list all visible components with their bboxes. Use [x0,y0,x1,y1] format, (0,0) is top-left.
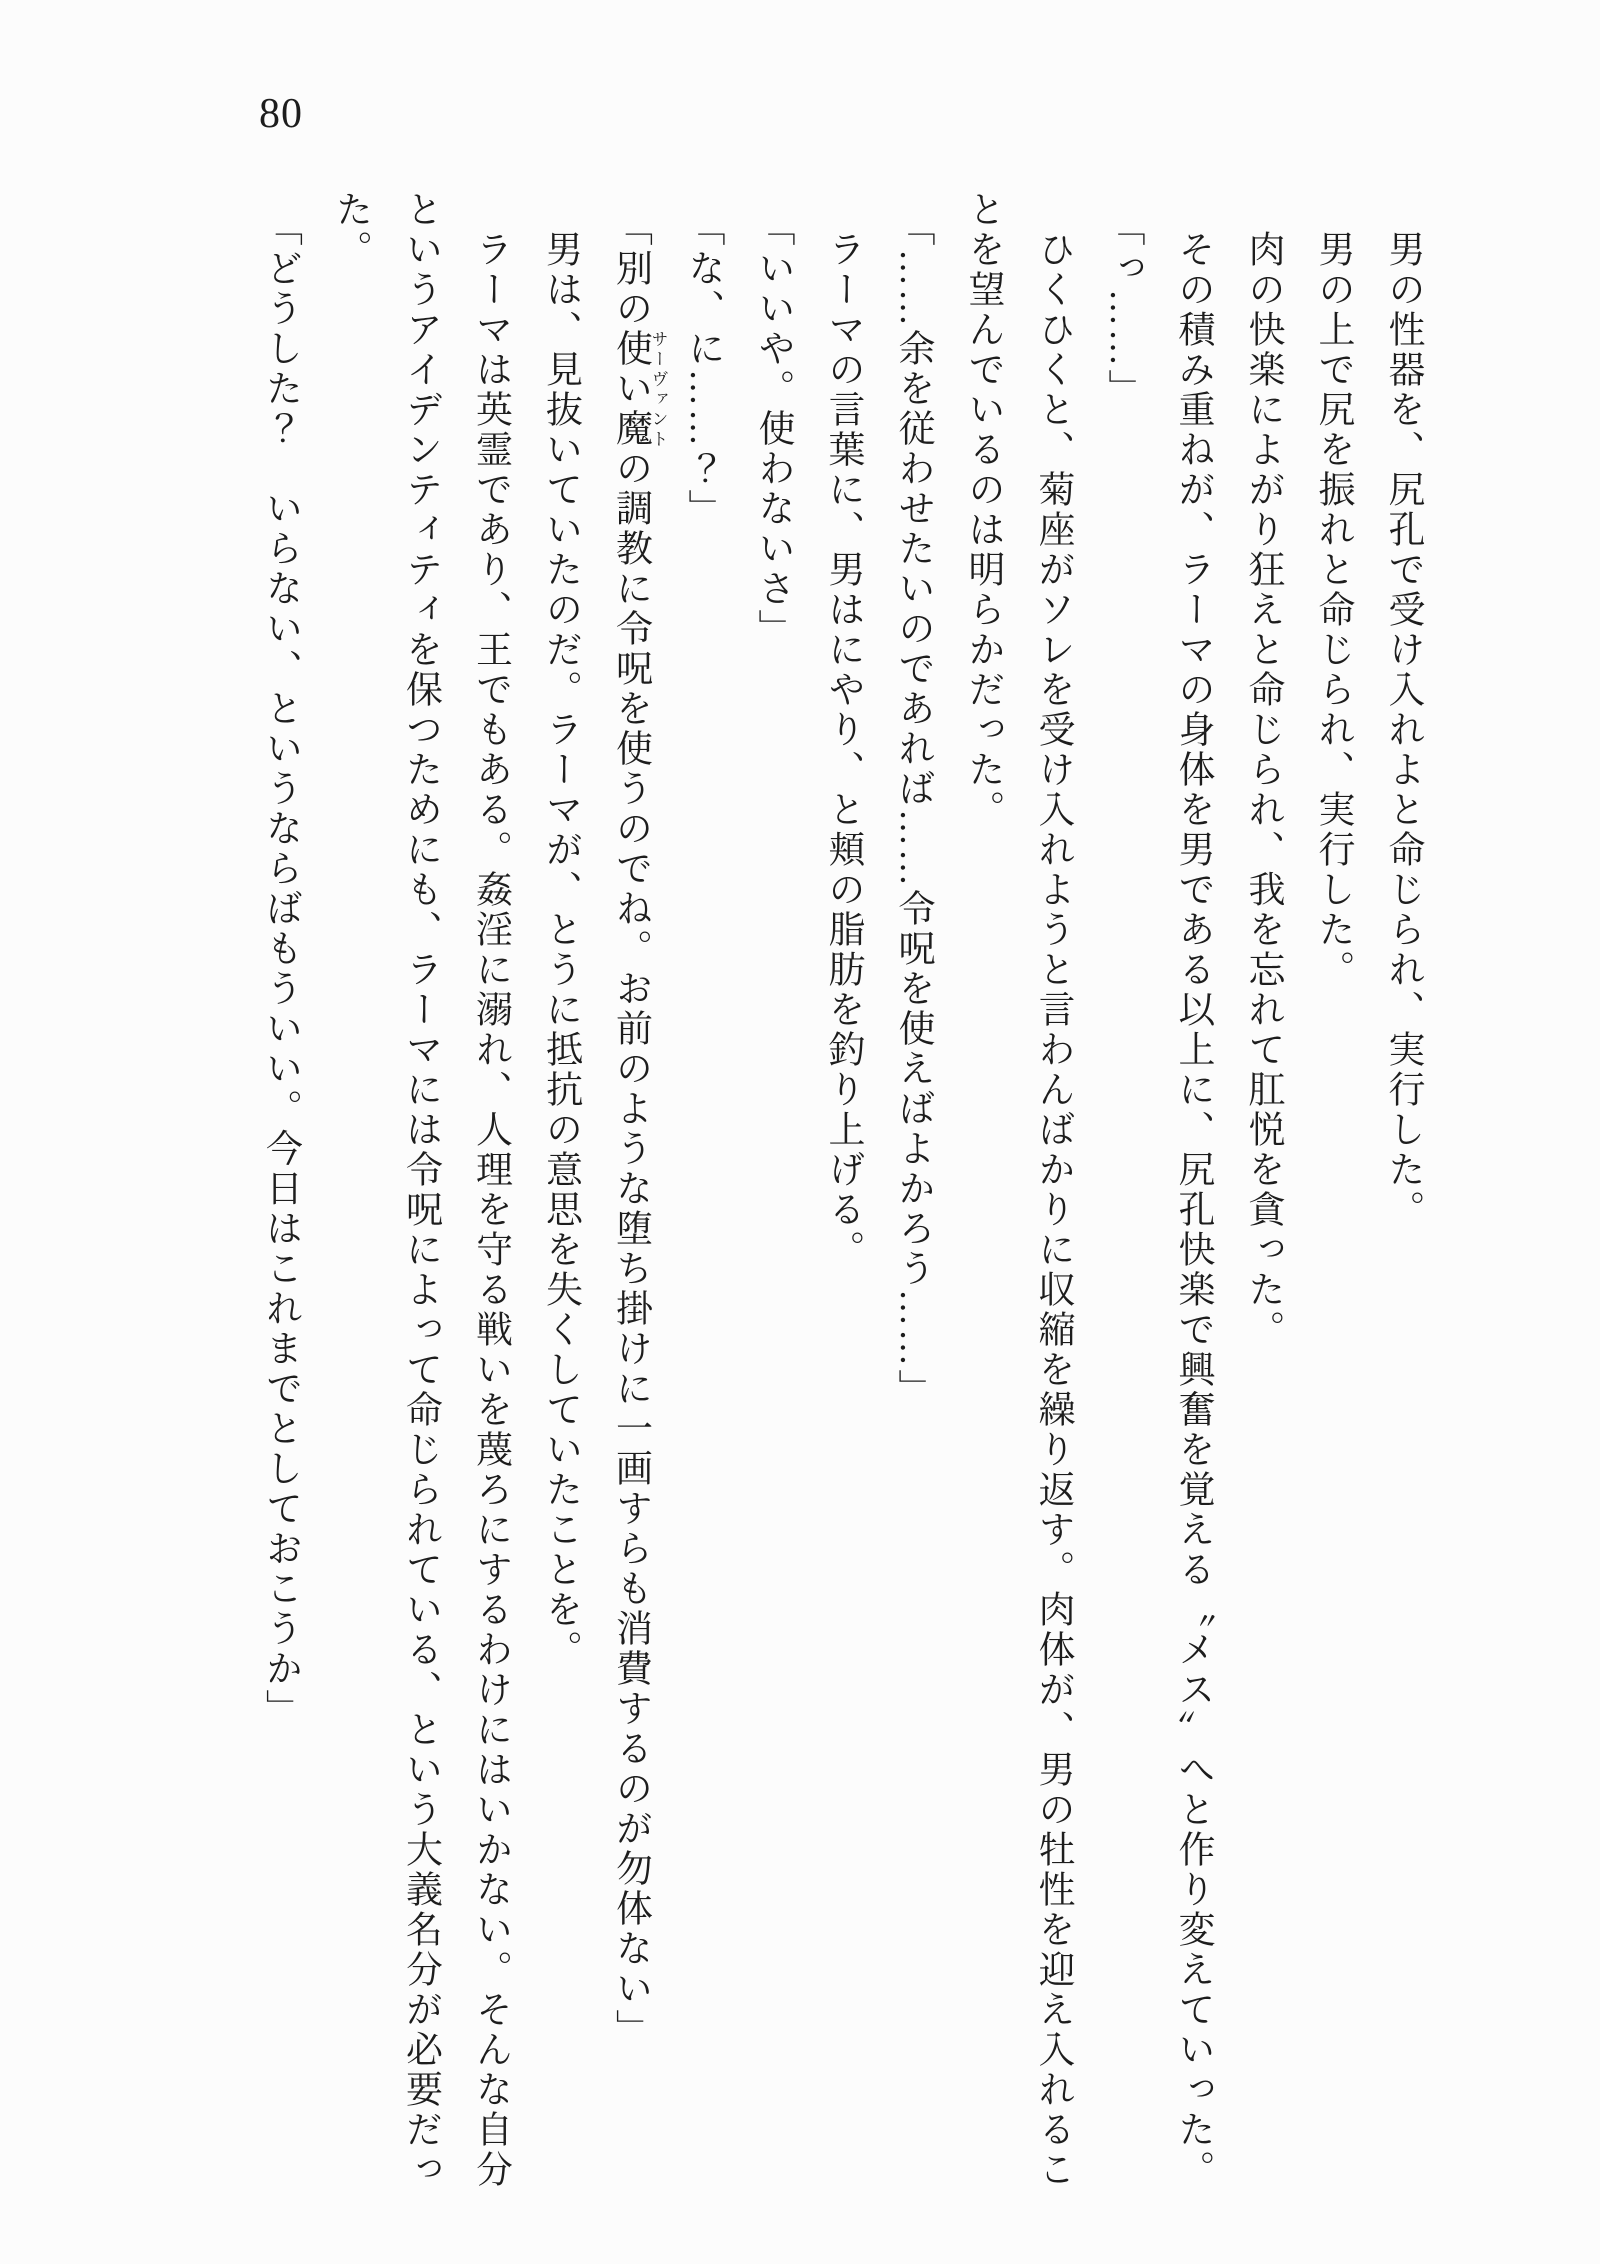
ruby-annotated-word: 使い魔サーヴァント [609,329,668,449]
paragraph: 「どうした？ いらない、というならばもういい。今日はこれまでとしておこうか」 [259,209,301,1729]
paragraph: ひくひくと、菊座がソレを受け入れようと言わんばかりに収縮を繰り返す。肉体が、男の牡性を迎え入れることを望んでいるのは明らかだった。 [962,190,1073,2190]
text-area [247,190,1437,2190]
paragraph: 「別の使い魔サーヴァントの調教に令呪を使うのでね。お前のような堕ち掛けに一画すらも消費するのが勿体ない」 [609,209,668,2049]
paragraph: 男の性器を、尻孔で受け入れよと命じられ、実行した。 [1382,230,1423,1230]
paragraph: 「いいや。使わないさ」 [752,209,793,649]
paragraph: ラーマは英霊であり、王でもある。姦淫に溺れ、人理を守る戦いを蔑ろにするわけにはいかない。そんな自分というアイデンティティを保つためにも、ラーマには令呪によって命じられている、という大義名分が必要だった。 [329,190,511,2190]
paragraph: 「な、に……？」 [682,209,723,529]
paragraph: 「……余を従わせたいのであれば……令呪を使えばよかろう……」 [892,209,933,1409]
paragraph: その積み重ねが、ラーマの身体を男である以上に、尻孔快楽で興奮を覚える〝メス〟へと作り変えていった。 [1172,230,1213,2190]
paragraph: 「っ……」 [1102,209,1143,409]
paragraph: 肉の快楽によがり狂えと命じられ、我を忘れて肛悦を貪った。 [1242,230,1283,1350]
paragraph: ラーマの言葉に、男はにやり、と頬の脂肪を釣り上げる。 [822,230,863,1270]
paragraph: 男は、見抜いていたのだ。ラーマが、とうに抵抗の意思を失くしていたことを。 [539,230,581,1670]
paragraph: 男の上で尻を振れと命じられ、実行した。 [1312,230,1353,990]
page-number: 80 [259,91,303,137]
ruby-text: サーヴァント [648,329,668,449]
